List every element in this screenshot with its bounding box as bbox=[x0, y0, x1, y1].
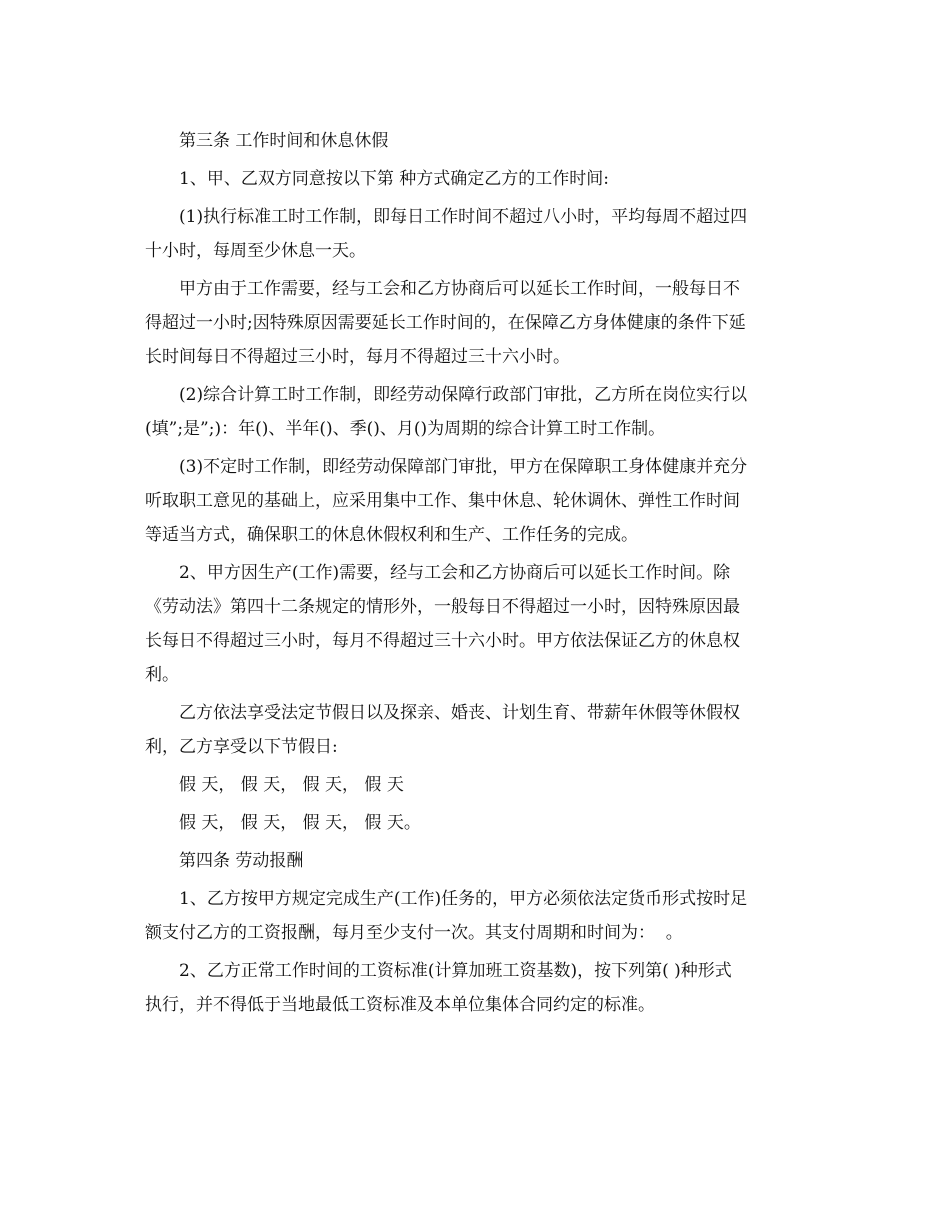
text-line: (2)综合计算工时工作制，即经劳动保障行政部门审批，乙方所在岗位实行以 bbox=[179, 385, 748, 405]
text-line: 十小时，每周至少休息一天。 bbox=[145, 241, 366, 261]
text-line: 听取职工意见的基础上，应采用集中工作、集中休息、轮休调休、弹性工作时间 bbox=[145, 491, 740, 511]
text-line: 第三条 工作时间和休息休假 bbox=[179, 131, 389, 151]
text-line: 等适当方式，确保职工的休息休假权利和生产、工作任务的完成。 bbox=[145, 525, 638, 545]
paragraph-work-time-method bbox=[145, 162, 805, 196]
text-line: (3)不定时工作制，即经劳动保障部门审批，甲方在保障职工身体健康并充分 bbox=[179, 457, 748, 477]
text-line: 甲方由于工作需要，经与工会和乙方协商后可以延长工作时间，一般每日不 bbox=[179, 279, 740, 299]
text-line: (1)执行标准工时工作制，即每日工作时间不超过八小时，平均每周不超过四 bbox=[179, 207, 748, 227]
text-line: 利。 bbox=[145, 665, 179, 685]
paragraph-overtime-rules bbox=[145, 556, 805, 692]
text-line: 利，乙方享受以下节假日: bbox=[145, 737, 338, 757]
paragraph-pay-method bbox=[145, 882, 805, 950]
article-3-heading bbox=[145, 124, 805, 158]
text-line: 得超过一小时;因特殊原因需要延长工作时间的，在保障乙方身体健康的条件下延 bbox=[145, 313, 746, 333]
paragraph-flexible-hours bbox=[145, 450, 805, 552]
text-line: 额支付乙方的工资报酬，每月至少支付一次。其支付周期和时间为： 。 bbox=[145, 923, 683, 943]
text-line: 假 天， 假 天， 假 天， 假 天。 bbox=[179, 813, 421, 833]
paragraph-wage-standard bbox=[145, 954, 805, 1022]
paragraph-overtime bbox=[145, 272, 805, 374]
paragraph-standard-hours bbox=[145, 200, 805, 268]
text-line: 乙方依法享受法定节假日以及探亲、婚丧、计划生育、带薪年休假等休假权 bbox=[179, 703, 740, 723]
text-line: 长每日不得超过三小时，每月不得超过三十六小时。甲方依法保证乙方的休息权 bbox=[145, 631, 740, 651]
text-line: (填”;是”;)：年()、半年()、季()、月()为周期的综合计算工时工作制。 bbox=[145, 419, 666, 439]
paragraph-holidays bbox=[145, 696, 805, 764]
text-line: 假 天， 假 天， 假 天， 假 天 bbox=[179, 775, 404, 795]
paragraph-holiday-list-1 bbox=[145, 768, 805, 802]
article-4-heading bbox=[145, 844, 805, 878]
text-line: 2、甲方因生产(工作)需要，经与工会和乙方协商后可以延长工作时间。除 bbox=[179, 563, 731, 583]
text-line: 第四条 劳动报酬 bbox=[179, 851, 304, 871]
document-body bbox=[145, 124, 805, 1022]
text-line: 1、乙方按甲方规定完成生产(工作)任务的，甲方必须依法定货币形式按时足 bbox=[179, 889, 748, 909]
text-line: 《劳动法》第四十二条规定的情形外，一般每日不得超过一小时，因特殊原因最 bbox=[145, 597, 740, 617]
text-line: 长时间每日不得超过三小时，每月不得超过三十六小时。 bbox=[145, 347, 570, 367]
text-line: 2、乙方正常工作时间的工资标准(计算加班工资基数)，按下列第( )种形式 bbox=[179, 961, 732, 981]
text-line: 1、甲、乙双方同意按以下第 种方式确定乙方的工作时间: bbox=[179, 169, 609, 189]
paragraph-comprehensive-hours bbox=[145, 378, 805, 446]
text-line: 执行，并不得低于当地最低工资标准及本单位集体合同约定的标准。 bbox=[145, 995, 655, 1015]
paragraph-holiday-list-2 bbox=[145, 806, 805, 840]
